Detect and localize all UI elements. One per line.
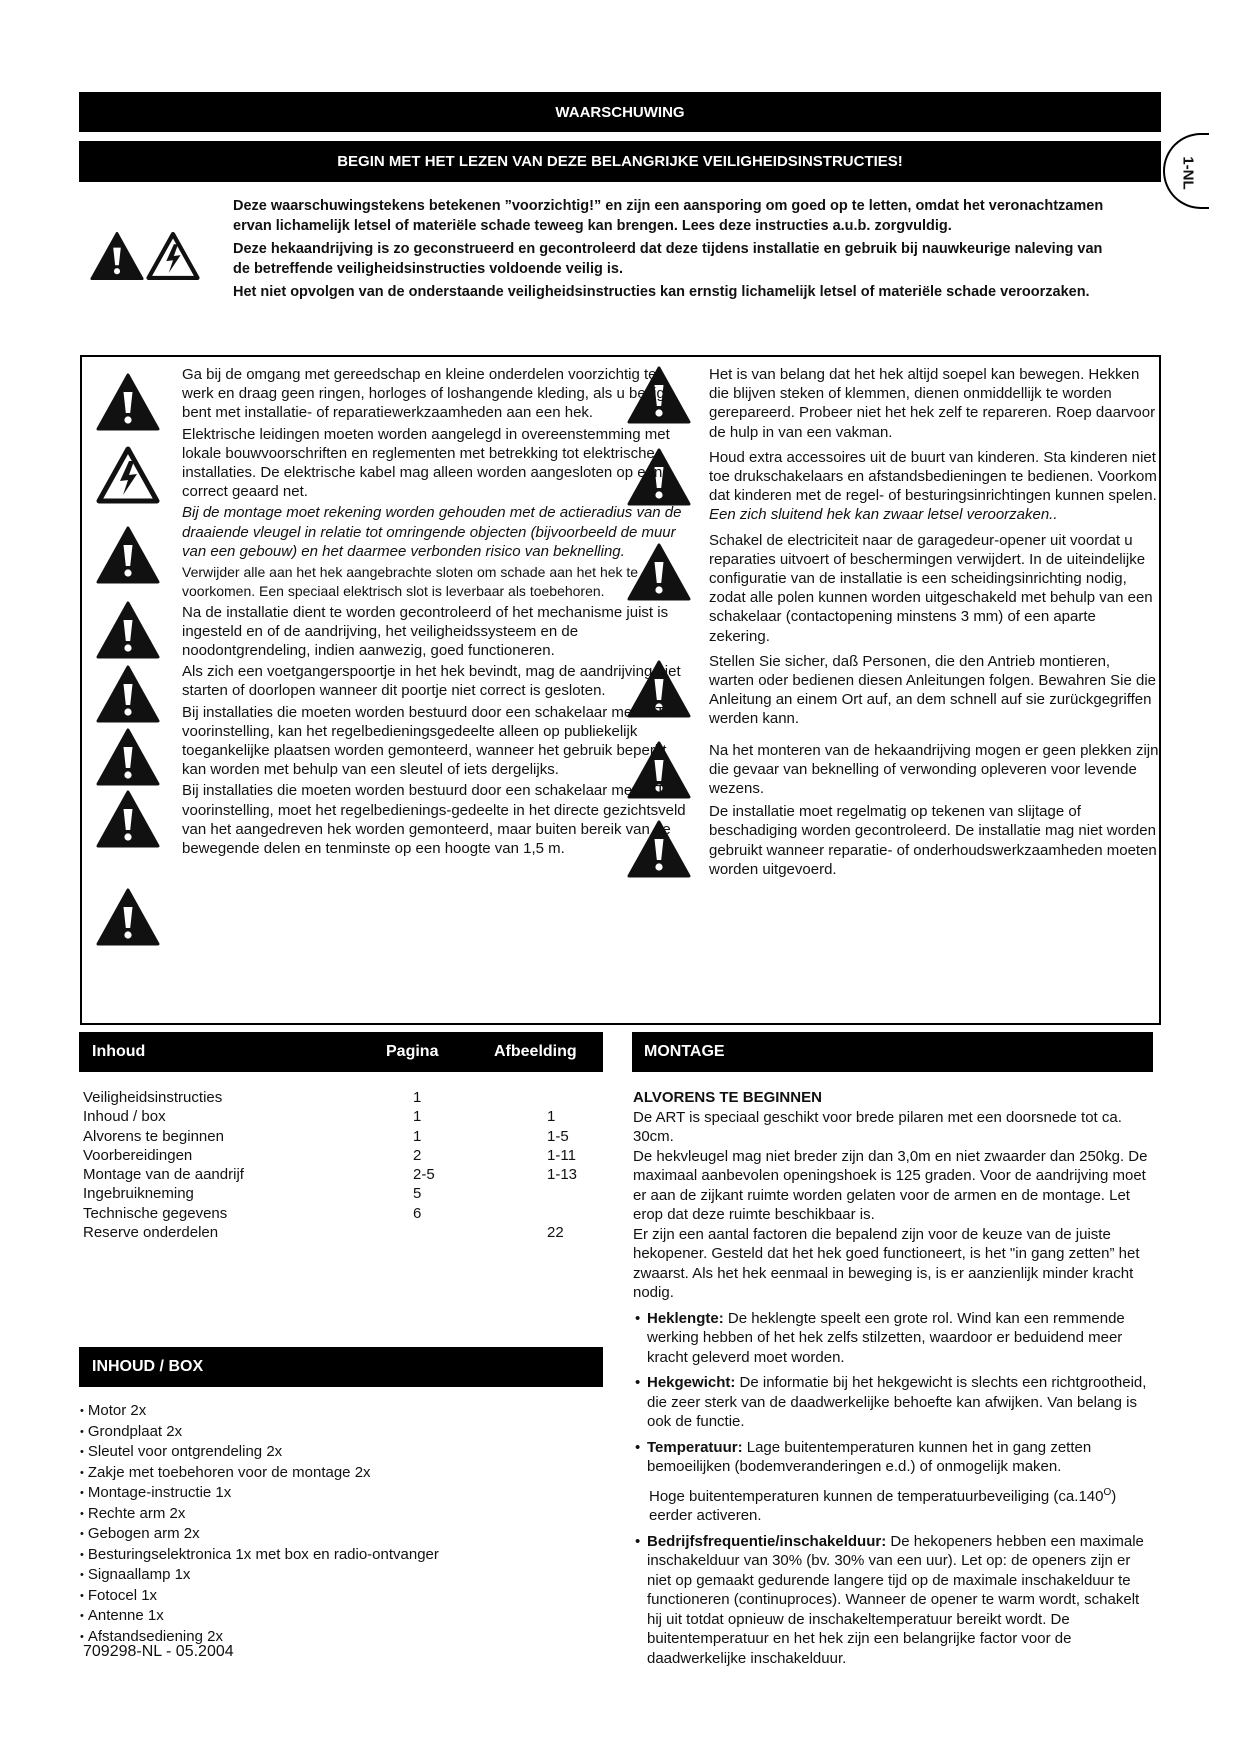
safety-item: Het is van belang dat het hek altijd soepel kan bewegen. Hekken die blijven steken of klemmen, dienen onmiddellijk te worden gerepareerd. Probeer niet het hek zelf te repareren. Roep daarvoor de hulp in van een vakman. — [709, 366, 1156, 441]
electrical-hazard-icon — [96, 445, 160, 505]
warning-triangle-icon — [96, 664, 160, 724]
list-item: • Afstandsediening 2x — [80, 1627, 439, 1648]
intro-text — [233, 196, 1113, 305]
safety-item: Bij de montage moet rekening worden gehouden met de actieradius van de draaiende vleugel in relatie tot omringende objecten (bijvoorbeeld de muur van een gebouw) en het daarmee verbonden risico van beknelling. — [182, 504, 682, 560]
electrical-hazard-icon — [146, 230, 200, 282]
bullet-text: De hekopeners hebben een maximale inschakelduur van 30% (bv. 30% van een uur). Let op: de openers zijn er niet op gemaakt gedurende langere tijd op de maximale inschakelduur te functioneren (continuproces). Wanneer de opener te warm wordt, schakelt hij uit totdat opnieuw de inschakeltemperatuur bereikt wordt. De buitentemperatuur en het hek zijn een belangrijke factor voor de daadwerkelijke inschakelduur. — [647, 1532, 1144, 1667]
page-tab — [1163, 133, 1209, 209]
montage-header-bar — [632, 1032, 1153, 1072]
table-row: Reserve onderdelen 22 — [83, 1224, 564, 1242]
contents-col-page: Pagina — [386, 1043, 439, 1060]
bullet-label: Bedrijfsfrequentie/inschakelduur: — [647, 1532, 887, 1550]
warning-triangle-icon — [96, 887, 160, 947]
table-row: Montage van de aandrijf 2-5 1-13 — [83, 1166, 578, 1184]
montage-subtitle: ALVORENS TE BEGINNEN — [633, 1089, 822, 1106]
bullet-text: De heklengte speelt een grote rol. Wind kan een remmende werking hebben of het hek zelfs stilzetten, waardoor er beduidend meer kracht geleverd moet worden. — [647, 1309, 1125, 1366]
intro-paragraph: Deze waarschuwingstekens betekenen ”voorzichtig!” en zijn een aansporing om goed op te letten, omdat het veronachtzamen ervan lichamelijk letsel of materiële schade teweeg kan brengen. Lees deze instructies a.u.b. zorgvuldig. — [233, 198, 1104, 234]
list-item: • Gebogen arm 2x — [80, 1524, 439, 1545]
safety-item-italic: Een zich sluitend hek kan zwaar letsel veroorzaken.. — [709, 506, 1058, 524]
montage-bullet — [633, 1532, 1153, 1669]
list-item: • Antenne 1x — [80, 1606, 439, 1627]
box-contents-list — [80, 1401, 439, 1647]
safety-item: De installatie moet regelmatig op tekenen van slijtage of beschadiging worden gecontroleerd. De installatie mag niet worden gebruikt wanneer reparatie- of onderhoudswerkzaamheden moeten worden uitgevoerd. — [709, 803, 1157, 878]
contents-header-bar — [79, 1032, 603, 1072]
intro-paragraph: Het niet opvolgen van de onderstaande veiligheidsinstructies kan ernstig lichamelijk letsel of materiële schade veroorzaken. — [233, 284, 1090, 300]
list-item: • Fotocel 1x — [80, 1586, 439, 1607]
table-row: Voorbereidingen 2 1-11 — [83, 1146, 576, 1164]
subtitle: BEGIN MET HET LEZEN VAN DEZE BELANGRIJKE VEILIGHEIDSINSTRUCTIES! — [337, 153, 903, 170]
warning-title: WAARSCHUWING — [555, 103, 685, 121]
warning-triangle-icon — [96, 372, 160, 432]
montage-bullet-continuation: Hoge buitentemperaturen kunnen de temperatuurbeveiliging $(ca.140^O)$ eerder activeren. — [649, 1486, 1117, 1524]
montage-body — [633, 1088, 1153, 1668]
warning-triangle-icon — [96, 727, 160, 787]
montage-paragraph: Er zijn een aantal factoren die bepalend zijn voor de keuze van de juiste hekopener. Gesteld dat het hek goed functioneert, is het "in gang zetten” het zwaarst. Als het hek eenmaal in beweging is, is er aanzienlijk minder kracht nodig. — [633, 1225, 1140, 1301]
list-item: • Montage-instructie 1x — [80, 1483, 439, 1504]
safety-column-right — [709, 365, 1159, 881]
bullet-label: Hekgewicht: — [647, 1374, 736, 1391]
safety-item: Schakel de electriciteit naar de garagedeur-opener uit voordat u reparaties uitvoert of beschermingen verwijdert. In de uiteindelijke configuratie van de installatie is een scheidingsinrichting nodig, zodat alle polen kunnen worden uitgeschakeld met behulp van een schakelaar (contactopening minstens 3 mm) of een aparte zekering. — [709, 531, 1153, 645]
montage-paragraph: De hekvleugel mag niet breder zijn dan 3,0m en niet zwaarder dan 250kg. De maximaal aanbevolen openingshoek is 125 graden. Voor de aandrijving moet er aan de zijkant ruimte worden gelaten voor de armen en de montage. Let erop dat deze ruimte beschikbaar is. — [633, 1147, 1148, 1223]
contents-col-figure: Afbeelding — [494, 1043, 577, 1060]
safety-column-left — [182, 365, 690, 860]
list-item: • Grondplaat 2x — [80, 1422, 439, 1443]
table-row: Alvorens te beginnen 1 1-5 — [83, 1127, 569, 1145]
list-item: • Besturingselektronica 1x met box en radio-ontvanger — [80, 1545, 439, 1566]
list-item: • Rechte arm 2x — [80, 1504, 439, 1525]
table-row: Ingebruikneming 5 — [83, 1185, 422, 1203]
bullet-label: Heklengte: — [647, 1309, 724, 1327]
warning-triangle-icon — [96, 600, 160, 660]
bullet-label: Temperatuur: — [647, 1438, 743, 1456]
safety-item: Elektrische leidingen moeten worden aangelegd in overeenstemming met lokale bouwvoorschriften en reglementen met betrekking tot elektrische installaties. De elektrische kabel mag alleen worden aangesloten op een correct geaard net. — [182, 425, 670, 501]
table-row: Veiligheidsinstructies 1 — [83, 1089, 422, 1106]
safety-item: Bij installaties die moeten worden bestuurd door een schakelaar met UIT-voorinstelling, kan het regelbedieningsgedeelte alleen op publiekelijk toegankelijke plaatsen worden gemonteerd, wanneer het gebruik beperkt kan worden met behulp van een sleutel of iets dergelijks. — [182, 703, 669, 779]
safety-item: Na de installatie dient te worden gecontroleerd of het mechanisme juist is ingesteld en of de aandrijving, het veiligheidssysteem en de noodontgrendeling, indien aanwezig, goed functioneren. — [182, 603, 669, 660]
safety-item: Stellen Sie sicher, daß Personen, die den Antrieb montieren, warten oder bedienen diesen Anleitungen folgen. Bewahren Sie die Anleitung an einem Ort auf, an dem schnell auf sie zurückgegriffen werden kann. — [709, 652, 1156, 728]
box-title: INHOUD / BOX — [92, 1358, 204, 1375]
safety-item: Als zich een voetgangerspoortje in het hek bevindt, mag de aandrijving niet starten of doorlopen wanneer dit poortje niet correct is gesloten. — [182, 663, 681, 700]
montage-bullet — [633, 1309, 1153, 1368]
safety-item: Ga bij de omgang met gereedschap en kleine onderdelen voorzichtig te werk en draag geen ringen, horloges of loshangende kleding, als u bezig bent met installatie- of reparatiewerkzaamheden aan een hek. — [182, 366, 665, 422]
warning-triangle-icon — [90, 230, 144, 282]
page-tab-label: 1-NL — [1179, 156, 1197, 190]
warning-triangle-icon — [96, 525, 160, 585]
montage-paragraph: De ART is speciaal geschikt voor brede pilaren met een doorsnede tot ca. 30cm. — [633, 1108, 1122, 1145]
contents-table — [83, 1088, 603, 1242]
montage-bullet — [633, 1438, 1153, 1477]
list-item: • Motor 2x — [80, 1401, 439, 1422]
intro-warning-icons — [90, 230, 200, 290]
table-row: Technische gegevens 6 — [83, 1204, 422, 1222]
safety-item-text: Houd extra accessoires uit de buurt van kinderen. Sta kinderen niet toe drukschakelaars en afstandsbedieningen te bedienen. Voorkom dat kinderen met de regel- of besturingsinrichtingen kunnen spelen. — [709, 448, 1157, 505]
montage-title: MONTAGE — [644, 1043, 725, 1060]
safety-item: Verwijder alle aan het hek aangebrachte sloten om schade aan het hek te voorkomen. Een speciaal elektrisch slot is leverbaar als toebehoren. — [182, 564, 639, 599]
list-item: • Sleutel voor ontgrendeling 2x — [80, 1442, 439, 1463]
subtitle-bar — [79, 141, 1161, 182]
bullet-text: De informatie bij het hekgewicht is slechts een richtgrootheid, die zeer sterk van de daadwerkelijke behoefte kan afwijken. Van belang is ook de functie. — [647, 1374, 1147, 1430]
box-header-bar — [79, 1347, 603, 1387]
safety-item — [709, 448, 1159, 525]
warning-triangle-icon — [96, 789, 160, 849]
safety-item: Na het monteren van de hekaandrijving mogen er geen plekken zijn die gevaar van beknelling of verwonding opleveren voor levende wezens. — [709, 741, 1159, 798]
intro-paragraph: Deze hekaandrijving is zo geconstrueerd en gecontroleerd dat deze tijdens installatie en gebruik bij nauwkeurige naleving van de betreffende veiligheidsinstructies voldoende veilig is. — [233, 241, 1103, 277]
safety-instructions-box — [80, 355, 1161, 1025]
contents-col-title: Inhoud — [92, 1043, 146, 1060]
document-number: 709298-NL - 05.2004 — [83, 1643, 234, 1660]
list-item: • Signaallamp 1x — [80, 1565, 439, 1586]
warning-title-bar — [79, 92, 1161, 132]
list-item: • Zakje met toebehoren voor de montage 2x — [80, 1463, 439, 1484]
montage-bullet — [633, 1373, 1153, 1432]
table-row: Inhoud / box 1 1 — [83, 1108, 556, 1126]
bullet-text: Lage buitentemperaturen kunnen het in gang zetten bemoeilijken (bodemveranderingen e.d.) of onmogelijk maken. — [647, 1438, 1092, 1475]
safety-item: Bij installaties die moeten worden bestuurd door een schakelaar met UIT-voorinstelling, moet het regelbedienings-gedeelte in het directe gezichtsveld van het aangedreven hek worden gemonteerd, maar buiten bereik van de bewegende delen en tenminste op een hoogte van 1,5 m. — [182, 782, 686, 858]
